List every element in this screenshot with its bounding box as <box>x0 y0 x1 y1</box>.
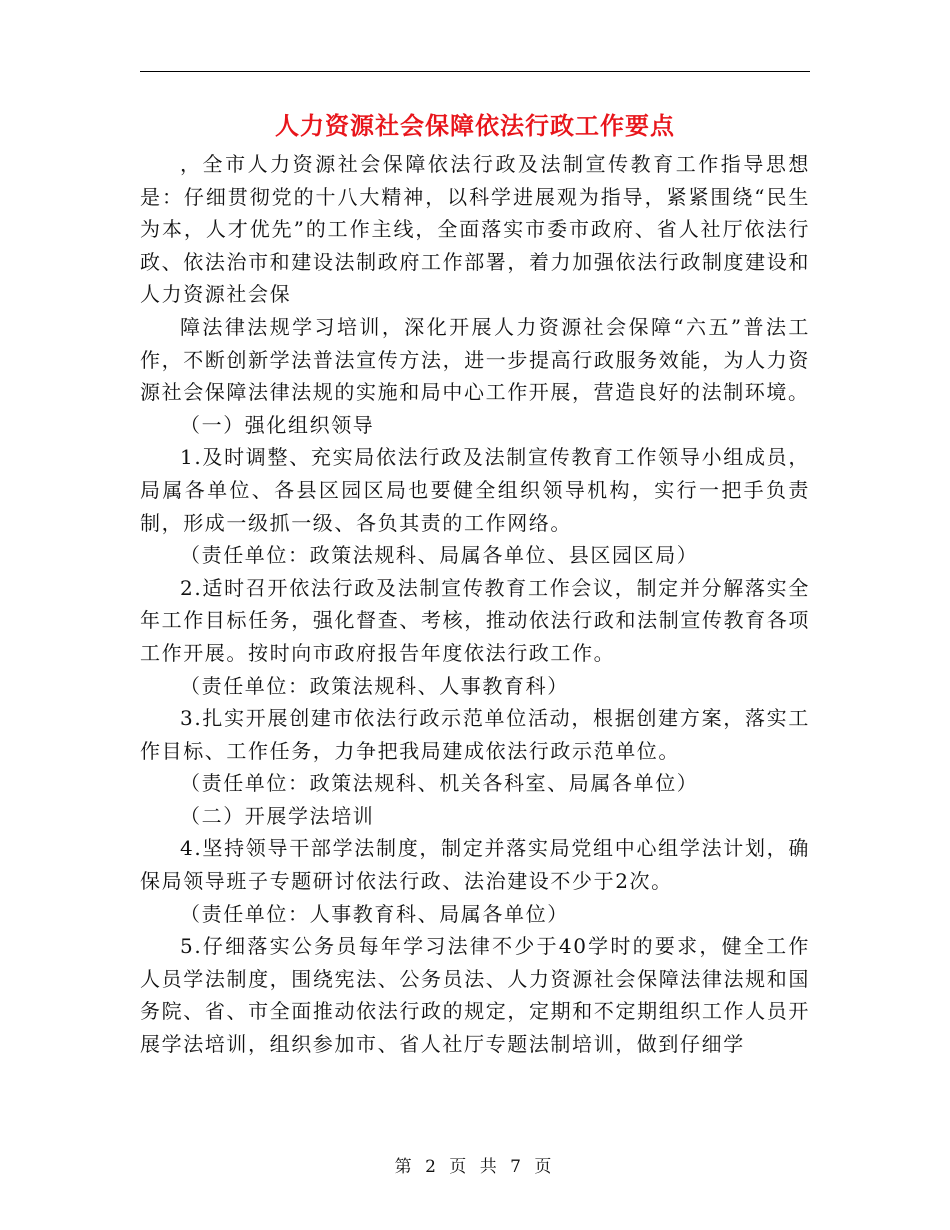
list-item: 3.扎实开展创建市依法行政示范单位活动，根据创建方案，落实工作目标、工作任务，力争把我局建成依法行政示范单位。 <box>140 706 810 763</box>
page-number-footer: 第 2 页 共 7 页 <box>394 1157 556 1177</box>
responsibility-note: （责任单位：人事教育科、局属各单位） <box>180 901 569 926</box>
section-heading: （二）开展学法培训 <box>180 803 375 828</box>
responsibility-note: （责任单位：政策法规科、机关各科室、局属各单位） <box>180 771 699 796</box>
header-rule <box>140 71 810 72</box>
document-title: 人力资源社会保障依法行政工作要点 <box>275 111 675 140</box>
list-item: 1.及时调整、充实局依法行政及法制宣传教育工作领导小组成员，局属各单位、各县区园区局也要健全组织领导机构，实行一把手负责制，形成一级抓一级、各负其责的工作网络。 <box>140 445 810 535</box>
list-item: 2.适时召开依法行政及法制宣传教育工作会议，制定并分解落实全年工作目标任务，强化督查、考核，推动依法行政和法制宣传教育各项工作开展。按时向市政府报告年度依法行政工作。 <box>140 575 810 665</box>
section-heading: （一）强化组织领导 <box>180 412 375 437</box>
responsibility-note: （责任单位：政策法规科、人事教育科） <box>180 673 569 698</box>
responsibility-note: （责任单位：政策法规科、局属各单位、县区园区局） <box>180 543 699 568</box>
list-item: 5.仔细落实公务员每年学习法律不少于40学时的要求，健全工作人员学法制度，围绕宪法、公务员法、人力资源社会保障法律法规和国务院、省、市全面推动依法行政的规定，定期和不定期组织工作人员开展学法培训，组织参加市、省人社厅专题法制培训，做到仔细学 <box>140 934 810 1057</box>
paragraph: 障法律法规学习培训，深化开展人力资源社会保障“六五”普法工作，不断创新学法普法宣传方法，进一步提高行政服务效能，为人力资源社会保障法律法规的实施和局中心工作开展，营造良好的法制环境。 <box>140 314 810 405</box>
list-item: 4.坚持领导干部学法制度，制定并落实局党组中心组学法计划，确保局领导班子专题研讨依法行政、法治建设不少于2次。 <box>140 836 810 894</box>
paragraph: ，全市人力资源社会保障依法行政及法制宣传教育工作指导思想是：仔细贯彻党的十八大精神，以科学进展观为指导，紧紧围绕“民生为本，人才优先”的工作主线，全面落实市委市政府、省人社厅依法行政、依法治市和建设法制政府工作部署，着力加强依法行政制度建设和人力资源社会保 <box>140 152 810 307</box>
document-body <box>140 148 810 1061</box>
